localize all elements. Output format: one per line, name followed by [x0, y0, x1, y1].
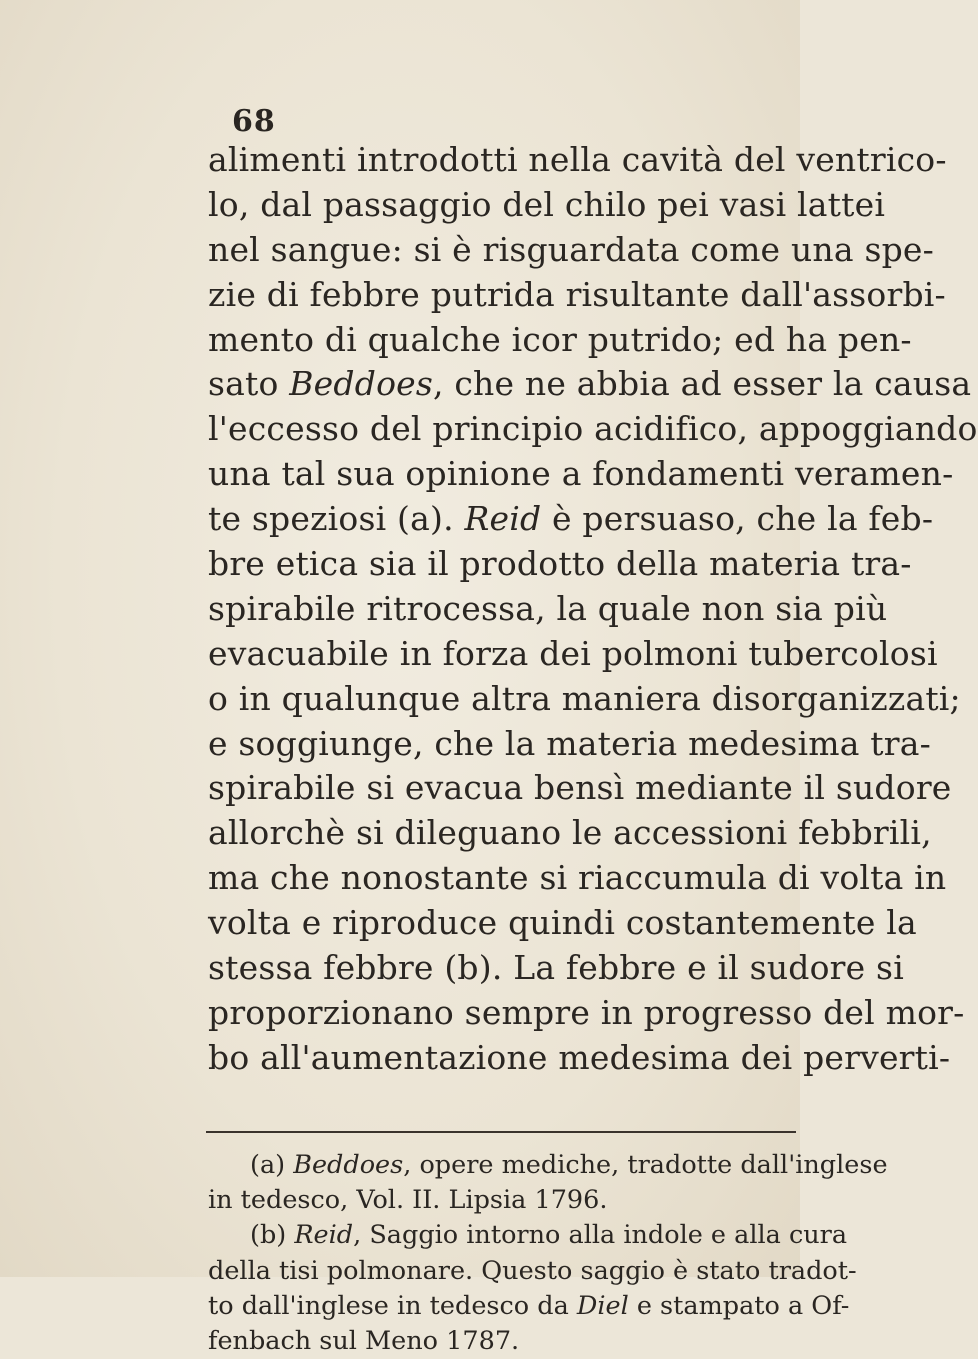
footnote-line: in tedesco, Vol. II. Lipsia 1796. [208, 1185, 608, 1216]
text-line: una tal sua opinione a fondamenti veramen- [208, 454, 954, 494]
body-text [208, 138, 978, 1081]
text-line: spirabile ritrocessa, la quale non sia più [208, 588, 888, 628]
footnote-line: della tisi polmonare. Questo saggio è stato tradot- [208, 1255, 857, 1286]
text-line: l'eccesso del principio acidifico, appoggiando [208, 409, 978, 449]
text-line: stessa febbre (b). La febbre e il sudore si [208, 948, 904, 988]
footnote-line: fenbach sul Meno 1787. [208, 1325, 520, 1356]
text-line: o in qualunque altra maniera disorganizzati; [208, 678, 961, 718]
footnote-line: (a) Beddoes, opere mediche, tradotte dall'inglese [250, 1150, 888, 1180]
footnote-line: (b) Reid, Saggio intorno alla indole e alla cura [250, 1220, 848, 1251]
text-line: allorchè si dileguano le accessioni febbrili, [208, 813, 932, 853]
proper-name: Reid [464, 499, 542, 539]
page-number: 68 [232, 104, 276, 139]
text-line: volta e riproduce quindi costantemente la [208, 903, 917, 943]
text-line: alimenti introdotti nella cavità del ventrico- [208, 140, 947, 179]
footnotes [208, 1148, 888, 1359]
footnote-divider [206, 1131, 796, 1133]
text-line: ma che nonostante si riaccumula di volta in [208, 858, 947, 898]
text-line: te speziosi (a). Reid è persuaso, che la feb- [208, 499, 934, 539]
text-line: bre etica sia il prodotto della materia tra- [208, 544, 912, 584]
text-line: nel sangue: si è risguardata come una spe- [208, 229, 934, 269]
proper-name: Beddoes [289, 364, 433, 404]
text-line: e soggiunge, che la materia medesima tra- [208, 723, 931, 763]
proper-name: Diel [576, 1290, 629, 1321]
text-line: evacuabile in forza dei polmoni tubercolosi [208, 633, 938, 673]
proper-name: Beddoes [293, 1150, 404, 1180]
text-line: lo, dal passaggio del chilo pei vasi lattei [208, 184, 886, 224]
text-line: spirabile si evacua bensì mediante il sudore [208, 768, 952, 808]
text-line: sato Beddoes, che ne abbia ad esser la causa [208, 364, 972, 404]
text-line: bo all'aumentazione medesima dei perverti- [208, 1037, 951, 1077]
footnote-line: to dall'inglese in tedesco da Diel e stampato a Of- [208, 1290, 850, 1321]
text-line: zie di febbre putrida risultante dall'assorbi- [208, 274, 946, 314]
proper-name: Reid [294, 1220, 354, 1251]
text-line: proporzionano sempre in progresso del mor- [208, 992, 965, 1032]
text-line: mento di qualche icor putrido; ed ha pen- [208, 319, 912, 359]
